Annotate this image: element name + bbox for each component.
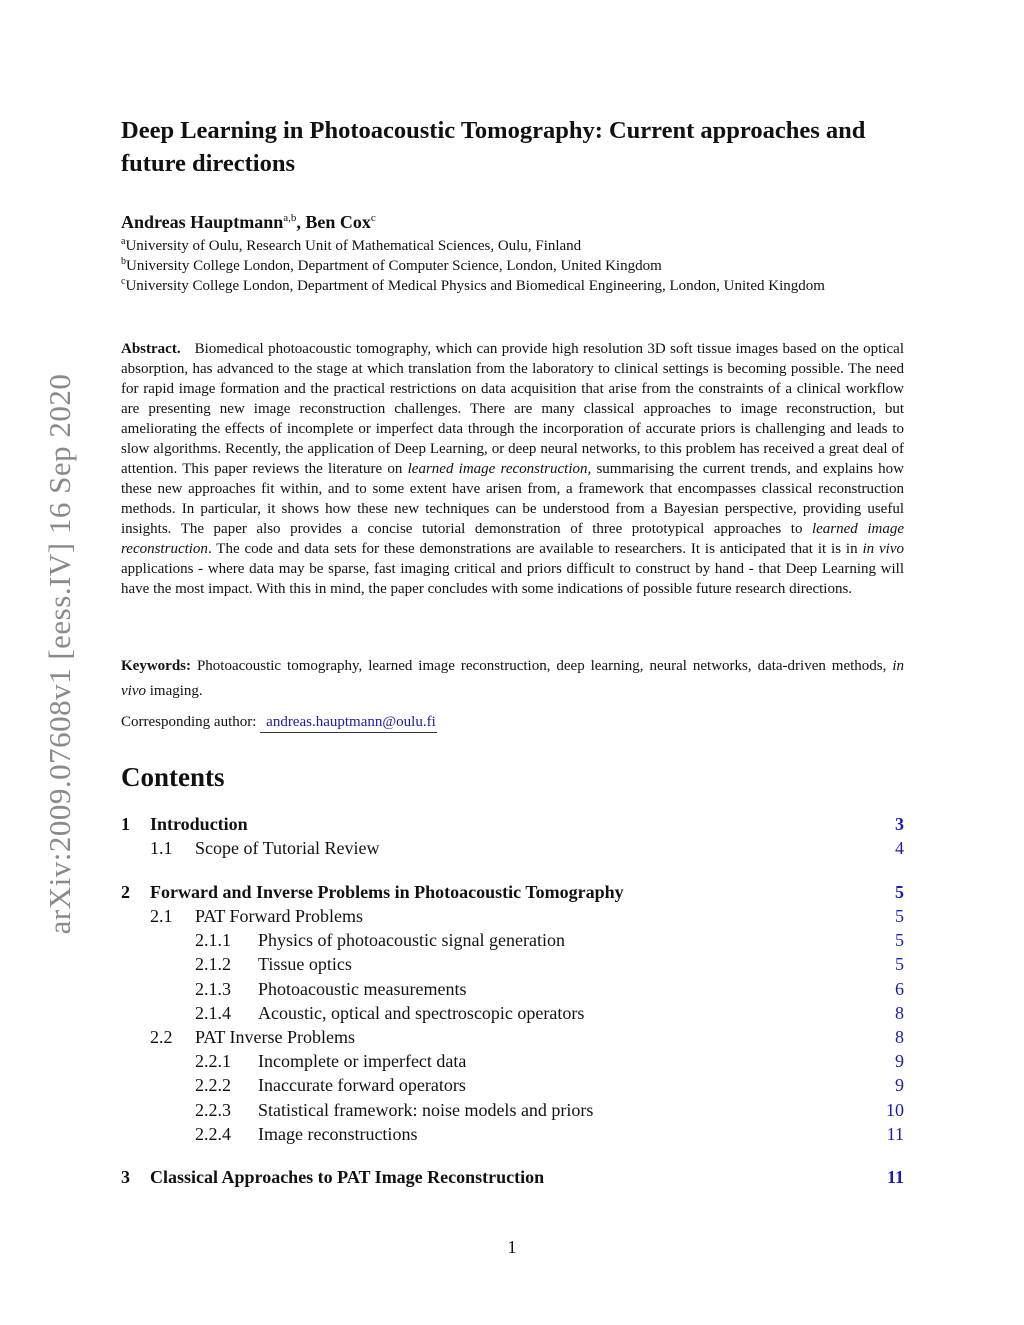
toc-entry[interactable] xyxy=(121,1073,904,1097)
toc-number: 1 xyxy=(121,814,130,834)
toc-title: Photoacoustic measurements xyxy=(258,978,467,999)
toc-title: PAT Inverse Problems xyxy=(195,1027,356,1047)
abstract xyxy=(121,339,904,599)
author-affil-marks: a,b xyxy=(283,212,297,224)
affiliation-mark: a xyxy=(121,236,126,247)
toc-number: 2 xyxy=(121,881,130,902)
toc-entry[interactable] xyxy=(121,977,904,1001)
keywords-emphasis: in vivo xyxy=(121,658,904,699)
contents-heading: Contents xyxy=(121,762,225,792)
toc-title: Classical Approaches to PAT Image Reconstruction xyxy=(150,1167,545,1188)
toc-entry[interactable] xyxy=(121,1001,904,1025)
author-separator: , xyxy=(296,212,306,232)
toc-page-link[interactable]: 5 xyxy=(895,881,904,902)
toc-title: Statistical framework: noise models and priors xyxy=(258,1099,594,1120)
toc-number: 2.1 xyxy=(150,906,173,927)
abstract-text: Biomedical photoacoustic tomography, which can provide high resolution 3D soft tissue images based on the optical absorption, has advanced to the stage at which translation from the laboratory to clinical settings is becoming possible. The need for rapid image formation and the practical restrictions on data acquisition that arise from the constraints of a clinical workflow are presenting new image reconstruction challenges. There are many classical approaches to image reconstruction, but ameliorating the effects of incomplete or imperfect data through the incorporation of accurate priors is challenging and leads to slow algorithms. Recently, the application of Deep Learning, or deep neural networks, to this problem has received a great deal of attention. This paper reviews the literature on xyxy=(121,341,904,477)
toc-entry[interactable] xyxy=(121,952,904,976)
abstract-emphasis: learned image reconstruction xyxy=(407,461,588,477)
author-name: Andreas Hauptmann xyxy=(121,212,284,232)
affiliation-mark: c xyxy=(121,276,126,287)
affiliation-mark: b xyxy=(121,256,126,267)
toc-number: 2.1.3 xyxy=(195,978,231,999)
toc-title: Tissue optics xyxy=(258,954,352,975)
author-list xyxy=(121,206,376,234)
toc-entry[interactable] xyxy=(121,928,904,952)
toc-title: Incomplete or imperfect data xyxy=(258,1051,467,1072)
toc-title: PAT Forward Problems xyxy=(195,906,364,927)
toc-entry[interactable] xyxy=(121,812,904,836)
affiliation-text: University College London, Department of Medical Physics and Biomedical Engineering, London, United Kingdom xyxy=(125,278,825,294)
abstract-label: Abstract. xyxy=(121,341,181,357)
toc-page-link[interactable]: 8 xyxy=(895,1027,904,1047)
keywords-tail: imaging. xyxy=(145,683,203,699)
toc-entry[interactable] xyxy=(121,1165,904,1189)
author-affil-marks: c xyxy=(370,212,376,224)
keywords-label: Keywords: xyxy=(121,658,191,674)
abstract-emphasis: in vivo xyxy=(862,541,904,557)
toc-entry[interactable] xyxy=(121,836,904,860)
toc-number: 2.2 xyxy=(150,1027,173,1047)
toc-title: Image reconstructions xyxy=(258,1123,418,1144)
toc-title: Introduction xyxy=(150,814,248,834)
toc-page-link[interactable]: 5 xyxy=(895,930,904,951)
toc-number: 2.2.3 xyxy=(195,1099,231,1120)
toc-number: 3 xyxy=(121,1167,130,1188)
toc-title: Inaccurate forward operators xyxy=(258,1075,466,1096)
toc-number: 1.1 xyxy=(150,838,173,859)
toc-page-link[interactable]: 9 xyxy=(895,1075,904,1096)
toc-page-link[interactable]: 3 xyxy=(895,814,904,834)
affiliation-text: University College London, Department of Computer Science, London, United Kingdom xyxy=(126,258,662,274)
toc-number: 2.2.2 xyxy=(195,1075,231,1096)
toc-title: Acoustic, optical and spectroscopic operators xyxy=(258,1002,585,1023)
keywords xyxy=(121,654,904,704)
toc-title: Scope of Tutorial Review xyxy=(195,838,380,859)
toc-entry[interactable] xyxy=(121,1098,904,1122)
toc-entry[interactable] xyxy=(121,904,904,928)
toc-page-link[interactable]: 11 xyxy=(886,1167,904,1188)
paper-title: Deep Learning in Photoacoustic Tomography: Current approaches and future directions xyxy=(121,117,866,177)
abstract-emphasis: learned image reconstruction xyxy=(121,521,904,557)
abstract-text: . The code and data sets for these demonstrations are available to researchers. It is anticipated that it is in xyxy=(207,541,863,557)
toc-page-link[interactable]: 5 xyxy=(895,954,904,975)
toc-entry[interactable] xyxy=(121,1049,904,1073)
table-of-contents xyxy=(121,812,904,1190)
toc-page-link[interactable]: 8 xyxy=(895,1002,904,1023)
toc-page-link[interactable]: 6 xyxy=(895,978,904,999)
author-email-link[interactable]: andreas.hauptmann@oulu.fi xyxy=(260,714,437,733)
affiliation-text: University of Oulu, Research Unit of Mathematical Sciences, Oulu, Finland xyxy=(125,238,582,254)
toc-number: 2.1.4 xyxy=(195,1002,231,1023)
abstract-text: applications - where data may be sparse, fast imaging critical and priors difficult to construct by hand - that Deep Learning will have the most impact. With this in mind, the paper concludes with some indications of possible future research directions. xyxy=(121,561,904,597)
author-name: Ben Cox xyxy=(305,212,371,232)
arxiv-identifier: arXiv:2009.07608v1 [eess.IV] 16 Sep 2020 xyxy=(42,373,77,935)
toc-page-link[interactable]: 9 xyxy=(895,1051,904,1072)
toc-entry[interactable] xyxy=(121,1122,904,1146)
toc-page-link[interactable]: 4 xyxy=(895,838,904,859)
toc-page-link[interactable]: 10 xyxy=(886,1099,904,1120)
toc-entry[interactable] xyxy=(121,1025,904,1049)
toc-number: 2.2.4 xyxy=(195,1123,231,1144)
page-number: 1 xyxy=(507,1237,517,1257)
abstract-text: , summarising the current trends, and explains how these new approaches fit within, and to some extent have arisen from, a framework that encompasses classical reconstruction methods. In particular, it shows how these new techniques can be understood from a Bayesian perspective, providing useful insights. The paper also provides a concise tutorial demonstration of three prototypical approaches to xyxy=(121,461,904,537)
toc-entry[interactable] xyxy=(121,880,904,904)
toc-title: Physics of photoacoustic signal generation xyxy=(258,930,565,951)
toc-number: 2.2.1 xyxy=(195,1051,231,1072)
toc-number: 2.1.1 xyxy=(195,930,231,951)
toc-page-link[interactable]: 5 xyxy=(895,906,904,927)
keywords-text: Photoacoustic tomography, learned image reconstruction, deep learning, neural networks, data-driven methods, xyxy=(196,658,893,674)
affiliation xyxy=(121,272,825,296)
corresponding-author xyxy=(121,712,437,732)
corresponding-label: Corresponding author: xyxy=(121,714,257,730)
toc-title: Forward and Inverse Problems in Photoacoustic Tomography xyxy=(150,881,624,902)
toc-page-link[interactable]: 11 xyxy=(886,1123,904,1144)
toc-number: 2.1.2 xyxy=(195,954,231,975)
